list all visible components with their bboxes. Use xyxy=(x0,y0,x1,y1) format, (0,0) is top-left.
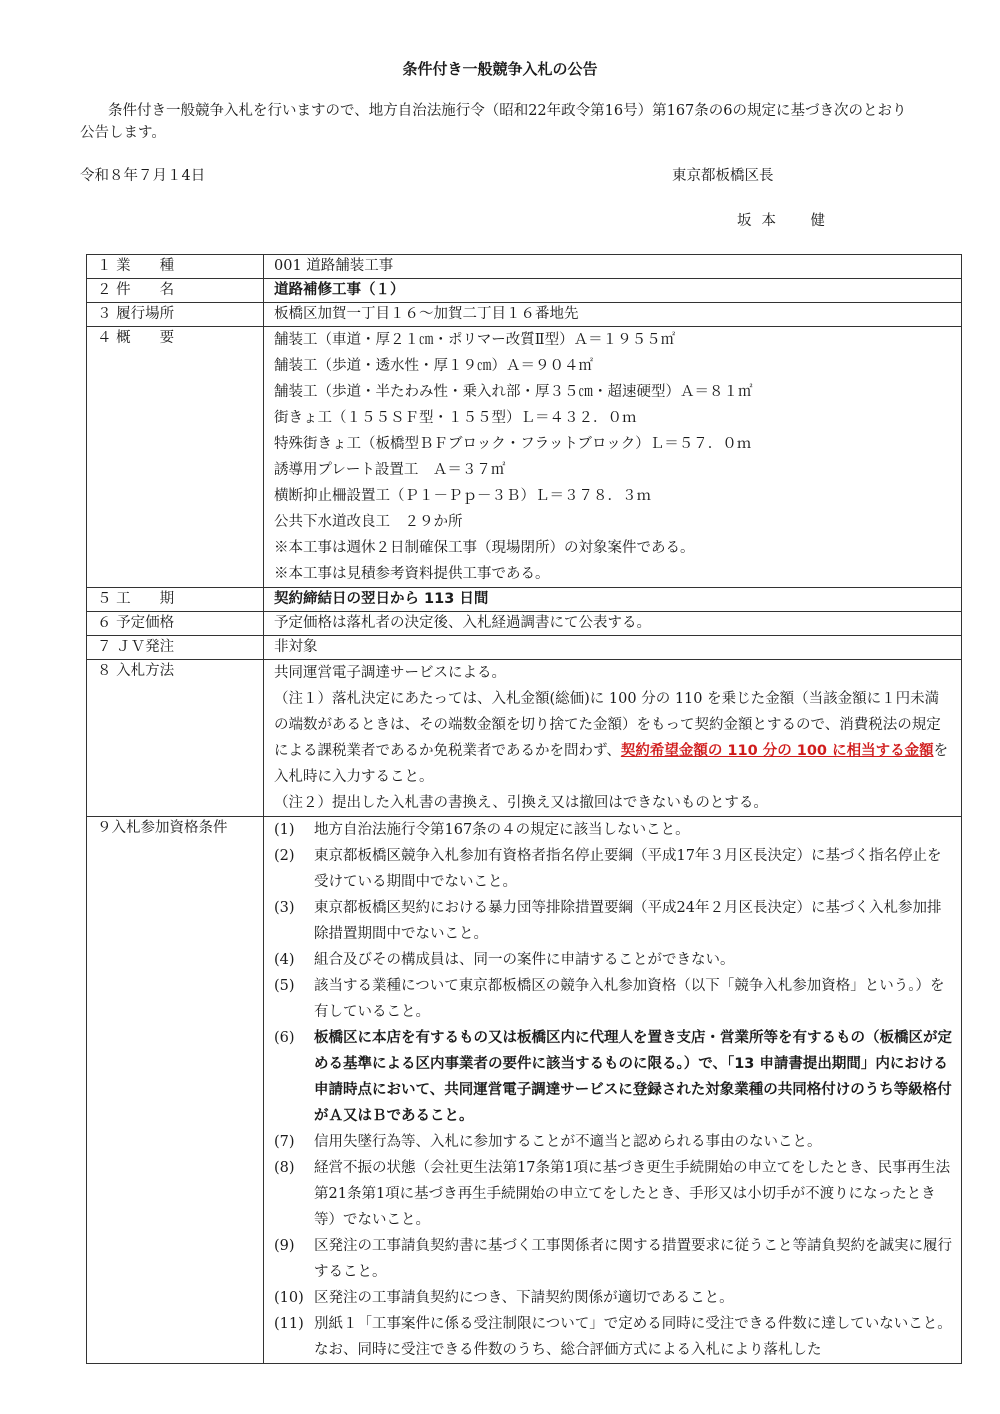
bid-method-note1 xyxy=(274,686,961,790)
note1-emphasis: 契約希望金額の 110 分の 100 に相当する金額 xyxy=(620,743,934,759)
overview-line: 横断抑止柵設置工（Ｐ１－Ｐｐ－３Ｂ）Ｌ＝３７８．３ｍ xyxy=(274,488,651,504)
table-row-project-name xyxy=(87,279,962,303)
row-value: 001 道路舗装工事 xyxy=(264,255,962,279)
list-item xyxy=(274,1233,961,1285)
item-text: 組合及びその構成員は、同一の案件に申請することができない。 xyxy=(314,952,735,968)
intro-paragraph: 条件付き一般競争入札を行いますので、地方自治法施行令（昭和22年政令第16号）第167条の6の規定に基づき次のとおり公告します。 xyxy=(80,103,907,141)
item-number: (3) xyxy=(274,900,295,916)
item-number: (8) xyxy=(274,1160,295,1176)
bid-method-line: 共同運営電子調達サービスによる。 xyxy=(274,665,506,681)
item-text: 板橋区に本店を有するもの又は板橋区内に代理人を置き支店・営業所等を有するもの（板橋区が定める基準による区内事業者の要件に該当するものに限る。）で、「13 申請書提出期間」内における申請時点において、共同運営電子調達サービスに登録された対象業種の共同格付けのうち等級格付がＡ又はＢであること。 xyxy=(314,1030,952,1124)
row-value: 非対象 xyxy=(264,636,962,660)
list-item xyxy=(274,817,961,843)
list-item xyxy=(274,1155,961,1233)
list-item xyxy=(274,843,961,895)
item-number: (5) xyxy=(274,978,295,994)
item-number: (4) xyxy=(274,952,295,968)
item-text: 信用失墜行為等、入札に参加することが不適当と認められる事由のないこと。 xyxy=(314,1134,822,1150)
item-number: (1) xyxy=(274,822,295,838)
table-row-industry xyxy=(87,255,962,279)
table-row-jv xyxy=(87,636,962,660)
notice-date: 令和８年７月１4日 xyxy=(80,168,206,184)
item-number: (7) xyxy=(274,1134,295,1150)
row-value xyxy=(264,327,962,588)
overview-line: 公共下水道改良工 ２９か所 xyxy=(274,514,463,530)
item-text: 別紙１「工事案件に係る受注制限について」で定める同時に受注できる件数に達していないこと。なお、同時に受注できる件数のうち、総合評価方式による入札により落札した xyxy=(314,1316,952,1358)
row-label: ３ 履行場所 xyxy=(87,303,264,327)
issuer-name: 坂本 健 xyxy=(737,213,835,229)
table-row-period xyxy=(87,588,962,612)
overview-line: ※本工事は週休２日制確保工事（現場閉所）の対象案件である。 xyxy=(274,540,695,556)
row-label: ５ 工 期 xyxy=(87,588,264,612)
overview-line: 街きょ工（１５５ＳＦ型・１５５型）Ｌ＝４３２．０ｍ xyxy=(274,410,637,426)
overview-line: 舗装工（歩道・透水性・厚１９㎝）Ａ＝９０４㎡ xyxy=(274,358,593,374)
row-label: １ 業 種 xyxy=(87,255,264,279)
list-item xyxy=(274,1285,961,1311)
bid-method-note2: （注２）提出した入札書の書換え、引換え又は撤回はできないものとする。 xyxy=(274,795,768,811)
item-text: 地方自治法施行令第167条の４の規定に該当しないこと。 xyxy=(314,822,690,838)
row-value: 予定価格は落札者の決定後、入札経過調書にて公表する。 xyxy=(264,612,962,636)
item-text: 東京都板橋区契約における暴力団等排除措置要綱（平成24年２月区長決定）に基づく入札参加排除措置期間中でないこと。 xyxy=(314,900,942,942)
row-label: ９入札参加資格条件 xyxy=(87,817,264,1364)
document-title: 条件付き一般競争入札の公告 xyxy=(402,60,598,78)
table-row-bid-method xyxy=(87,660,962,817)
item-number: (2) xyxy=(274,848,295,864)
row-label: ８ 入札方法 xyxy=(87,660,264,817)
list-item xyxy=(274,947,961,973)
overview-line: 特殊街きょ工（板橋型ＢＦブロック・フラットブロック）Ｌ＝５７．０ｍ xyxy=(274,436,752,452)
row-label: ４ 概 要 xyxy=(87,327,264,588)
item-text: 区発注の工事請負契約につき、下請契約関係が適切であること。 xyxy=(314,1290,734,1306)
row-value: 板橋区加賀一丁目１６～加賀二丁目１６番地先 xyxy=(264,303,962,327)
row-value xyxy=(264,817,962,1364)
issuer-title: 東京都板橋区長 xyxy=(672,168,774,184)
note1-text-end: を入札時に入力すること。 xyxy=(274,743,949,785)
list-item xyxy=(274,1025,961,1129)
item-number: (6) xyxy=(274,1030,295,1046)
row-label: ２ 件 名 xyxy=(87,279,264,303)
overview-line: 舗装工（車道・厚２１㎝・ポリマー改質Ⅱ型）Ａ＝１９５５㎡ xyxy=(274,332,676,348)
overview-line: 舗装工（歩道・半たわみ性・乗入れ部・厚３５㎝・超速硬型）Ａ＝８１㎡ xyxy=(274,384,753,400)
table-row-estimated-price xyxy=(87,612,962,636)
table-row-overview xyxy=(87,327,962,588)
list-item xyxy=(274,1311,961,1363)
notice-table xyxy=(86,254,962,1364)
row-label: ７ ＪＶ発注 xyxy=(87,636,264,660)
eligibility-list xyxy=(274,817,961,1363)
row-label: ６ 予定価格 xyxy=(87,612,264,636)
row-value xyxy=(264,660,962,817)
table-row-eligibility xyxy=(87,817,962,1364)
table-row-location xyxy=(87,303,962,327)
item-text: 経営不振の状態（会社更生法第17条第1項に基づき更生手続開始の申立てをしたとき、民事再生法第21条第1項に基づき再生手続開始の申立てをしたとき、手形又は小切手が不渡りになったとき等）でないこと。 xyxy=(314,1160,951,1228)
row-value: 道路補修工事（１） xyxy=(264,279,962,303)
list-item xyxy=(274,973,961,1025)
item-number: (11) xyxy=(274,1316,304,1332)
list-item xyxy=(274,895,961,947)
item-number: (9) xyxy=(274,1238,295,1254)
overview-line: ※本工事は見積参考資料提供工事である。 xyxy=(274,566,550,582)
item-text: 該当する業種について東京都板橋区の競争入札参加資格（以下「競争入札参加資格」という。）を有していること。 xyxy=(314,978,945,1020)
row-value: 契約締結日の翌日から 113 日間 xyxy=(264,588,962,612)
item-text: 東京都板橋区競争入札参加有資格者指名停止要綱（平成17年３月区長決定）に基づく指名停止を受けている期間中でないこと。 xyxy=(314,848,942,890)
note1-text: （注１）落札決定にあたっては、入札金額(総価)に 100 分の 110 を乗じた金額（当該金額に１円未満の端数があるときは、その端数金額を切り捨てた金額）をもって契約金額とするので、消費税法の規定による課税業者であるか免税業者であるかを問わず、 xyxy=(274,691,941,759)
item-number: (10) xyxy=(274,1290,304,1306)
item-text: 区発注の工事請負契約書に基づく工事関係者に関する措置要求に従うこと等請負契約を誠実に履行すること。 xyxy=(314,1238,952,1280)
overview-line: 誘導用プレート設置工 Ａ＝３７㎡ xyxy=(274,462,506,478)
list-item xyxy=(274,1129,961,1155)
